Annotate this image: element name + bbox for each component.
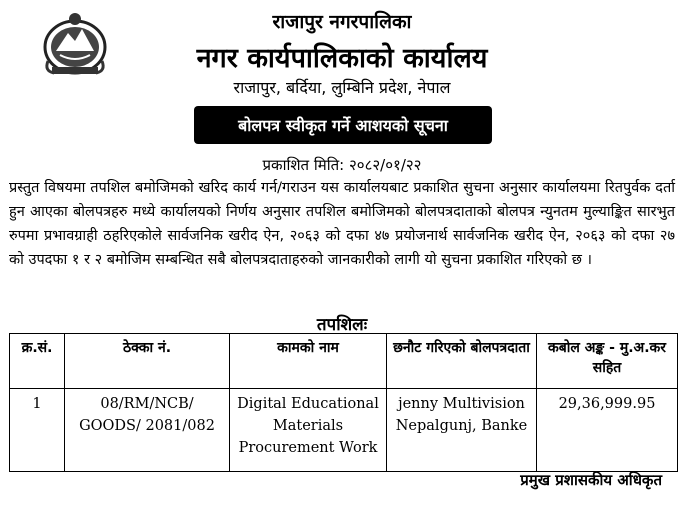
notice-title [194, 106, 492, 144]
office-name: नगर कार्यपालिकाको कार्यालय [196, 43, 488, 74]
cell-selected-bidder: jenny Multivision Nepalgunj, Banke [387, 389, 537, 472]
award-table [9, 333, 678, 472]
cell-serial: 1 [10, 389, 65, 472]
cell-work-name: Digital Educational Materials Procurement Work [230, 389, 387, 472]
details-heading: तपशिलः [316, 315, 368, 335]
cell-contract-no: 08/RM/NCB/ GOODS/ 2081/082 [65, 389, 230, 472]
published-date: प्रकाशित मिति: २०८२/०१/२२ [262, 156, 422, 174]
signatory-title: प्रमुख प्रशासकीय अधिकृत [520, 471, 662, 489]
col-header-work-name: कामको नाम [230, 334, 387, 389]
col-header-selected-bidder: छनौट गरिएको बोलपत्रदाता [387, 334, 537, 389]
notice-body: प्रस्तुत विषयमा तपशिल बमोजिमको खरिद कार्य गर्न/गराउन यस कार्यालयबाट प्रकाशित सुचना अनुसार कार्यालयमा रितपुर्वक दर्ता हुन आएका बोलपत्रहरु मध्ये कार्यालयको निर्णय अनुसार तपशिल बमोजिमको बोलपत्रदाताको बोलपत्र न्युनतम मुल्याङ्कित सारभुत रुपमा प्रभावग्राही ठहरिएकोले सार्वजनिक खरीद ऐन, २०६३ को दफा ४७ प्रयोजनार्थ सार्वजनिक खरीद ऐन, २०६३ को दफा २७ को उपदफा १ र २ बमोजिम सम्बन्धित सबै बोलपत्रदाताहरुको जानकारीको लागी यो सुचना प्रकाशित गरिएको छ । [9, 180, 675, 268]
table-row [10, 389, 678, 472]
col-header-bid-amount: कबोल अङ्क - मु.अ.कर सहित [537, 334, 678, 389]
municipality-name: राजापुर नगरपालिका [272, 11, 412, 33]
notice-title-text: बोलपत्र स्वीकृत गर्ने आशयको सूचना [238, 116, 448, 135]
col-header-contract-no: ठेक्का नं. [65, 334, 230, 389]
table-header-row [10, 334, 678, 389]
col-header-serial: क्र.सं. [10, 334, 65, 389]
office-address: राजापुर, बर्दिया, लुम्बिनि प्रदेश, नेपाल [233, 78, 451, 97]
cell-bid-amount: 29,36,999.95 [537, 389, 678, 472]
